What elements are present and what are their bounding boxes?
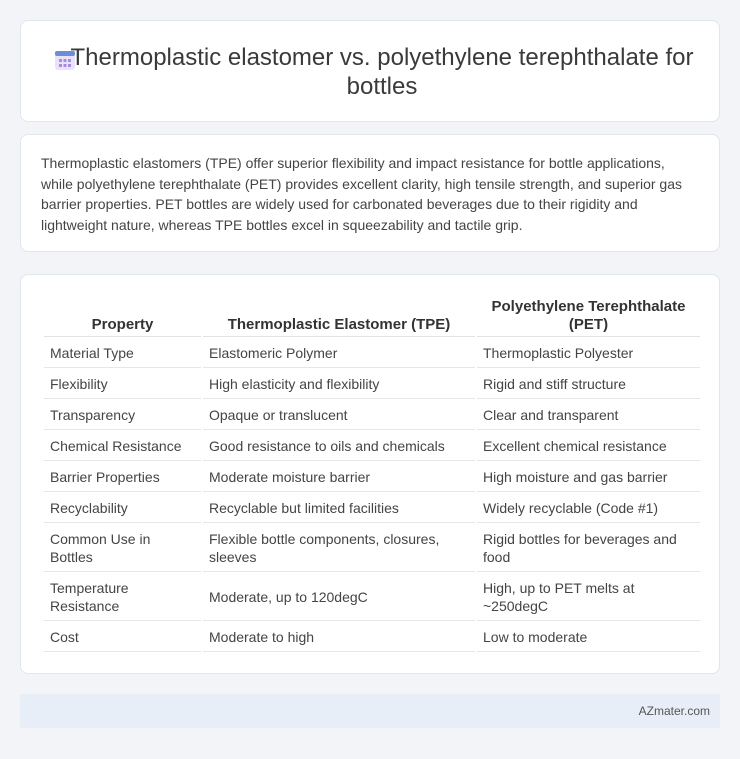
cell-tpe: Elastomeric Polymer	[203, 339, 475, 368]
cell-pet: Low to moderate	[477, 623, 700, 652]
footer-brand-link[interactable]: AZmater.com	[638, 704, 710, 718]
table-row	[44, 494, 700, 523]
cell-property: Chemical Resistance	[44, 432, 201, 461]
footer	[20, 694, 720, 728]
cell-pet: Excellent chemical resistance	[477, 432, 700, 461]
cell-property: Cost	[44, 623, 201, 652]
table-row	[44, 574, 700, 621]
cell-property: Transparency	[44, 401, 201, 430]
cell-tpe: Flexible bottle components, closures, sleeves	[203, 525, 475, 572]
cell-property: Material Type	[44, 339, 201, 368]
comparison-table	[42, 295, 702, 654]
cell-pet: High, up to PET melts at ~250degC	[477, 574, 700, 621]
cell-property: Common Use in Bottles	[44, 525, 201, 572]
cell-pet: Thermoplastic Polyester	[477, 339, 700, 368]
summary-text: Thermoplastic elastomers (TPE) offer superior flexibility and impact resistance for bottle applications, while polyethylene terephthalate (PET) provides excellent clarity, high tensile strength, and superior gas barrier properties. PET bottles are widely used for carbonated beverages due to their rigidity and lightweight nature, whereas TPE bottles excel in squeezability and tactile grip.	[41, 155, 682, 233]
cell-property: Temperature Resistance	[44, 574, 201, 621]
table-row	[44, 623, 700, 652]
header-property: Property	[44, 297, 201, 337]
table-row	[44, 370, 700, 399]
cell-pet: High moisture and gas barrier	[477, 463, 700, 492]
cell-property: Barrier Properties	[44, 463, 201, 492]
table-row	[44, 525, 700, 572]
cell-pet: Rigid and stiff structure	[477, 370, 700, 399]
cell-pet: Rigid bottles for beverages and food	[477, 525, 700, 572]
table-row	[44, 401, 700, 430]
table-row	[44, 432, 700, 461]
summary-card	[20, 134, 720, 252]
cell-pet: Widely recyclable (Code #1)	[477, 494, 700, 523]
title-card	[20, 20, 720, 122]
comparison-card	[20, 274, 720, 674]
cell-tpe: High elasticity and flexibility	[203, 370, 475, 399]
table-row	[44, 463, 700, 492]
page-title: Thermoplastic elastomer vs. polyethylene terephthalate for bottles	[70, 44, 694, 100]
cell-tpe: Good resistance to oils and chemicals	[203, 432, 475, 461]
cell-tpe: Opaque or translucent	[203, 401, 475, 430]
cell-tpe: Recyclable but limited facilities	[203, 494, 475, 523]
cell-property: Recyclability	[44, 494, 201, 523]
table-row	[44, 339, 700, 368]
cell-tpe: Moderate to high	[203, 623, 475, 652]
cell-pet: Clear and transparent	[477, 401, 700, 430]
cell-tpe: Moderate moisture barrier	[203, 463, 475, 492]
header-tpe: Thermoplastic Elastomer (TPE)	[203, 297, 475, 337]
header-pet: Polyethylene Terephthalate (PET)	[477, 297, 700, 337]
cell-tpe: Moderate, up to 120degC	[203, 574, 475, 621]
cell-property: Flexibility	[44, 370, 201, 399]
table-header-row	[44, 297, 700, 337]
